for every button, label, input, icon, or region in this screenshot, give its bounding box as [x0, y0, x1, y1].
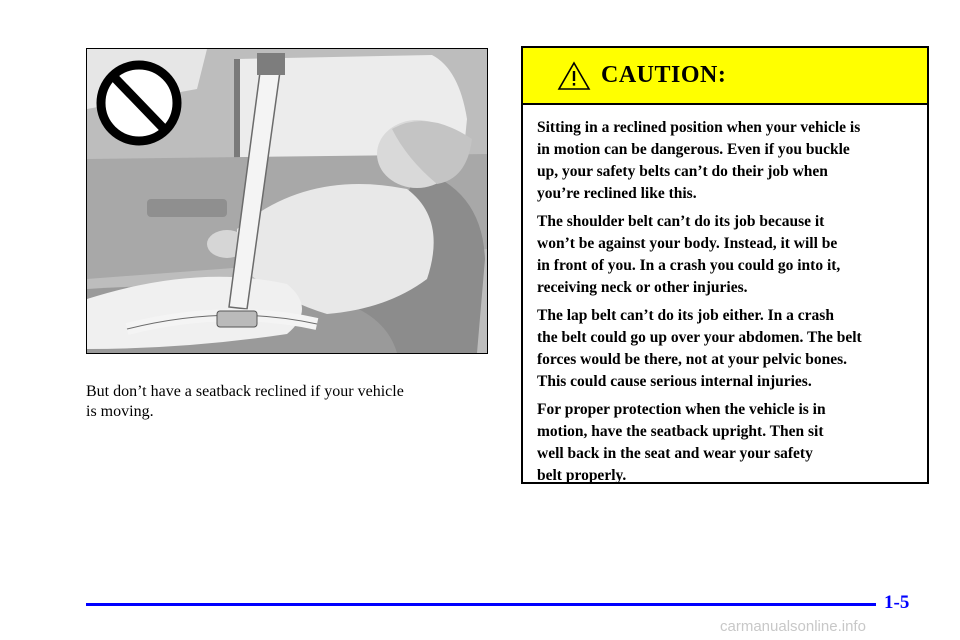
no-symbol-icon: [97, 61, 181, 145]
caution-paragraph-4: For proper protection when the vehicle is in motion, have the seatback upright. Then sit well back in the seat and wear your safety belt properly.: [537, 401, 826, 484]
caution-body: [523, 105, 927, 487]
caution-paragraph-1: Sitting in a reclined position when your vehicle is in motion can be dangerous. Even if you buckle up, your safety belts can’t do their job when you’re reclined like this.: [537, 119, 861, 202]
belt-buckle: [217, 311, 257, 327]
caution-title: CAUTION:: [601, 62, 727, 88]
caution-paragraph-2: The shoulder belt can’t do its job because it won’t be against your body. Instead, it will be in front of you. In a crash you could go into it, receiving neck or other injuries.: [537, 213, 841, 296]
caution-box: [521, 46, 929, 484]
warning-triangle-icon: [557, 61, 591, 91]
caution-header: [523, 48, 927, 105]
footer-rule: [86, 603, 876, 606]
belt-anchor: [257, 53, 285, 75]
reclined-seat-illustration: [86, 48, 488, 354]
figure-caption: But don’t have a seatback reclined if your vehicle is moving.: [86, 383, 404, 420]
watermark: carmanualsonline.info: [720, 618, 866, 635]
page-number: 1-5: [884, 592, 910, 613]
caution-paragraph-3: The lap belt can’t do its job either. In a crash the belt could go up over your abdomen. The belt forces would be there, not at your pelvic bones. This could cause serious internal injuries.: [537, 307, 862, 390]
illustration-svg: [87, 49, 487, 353]
